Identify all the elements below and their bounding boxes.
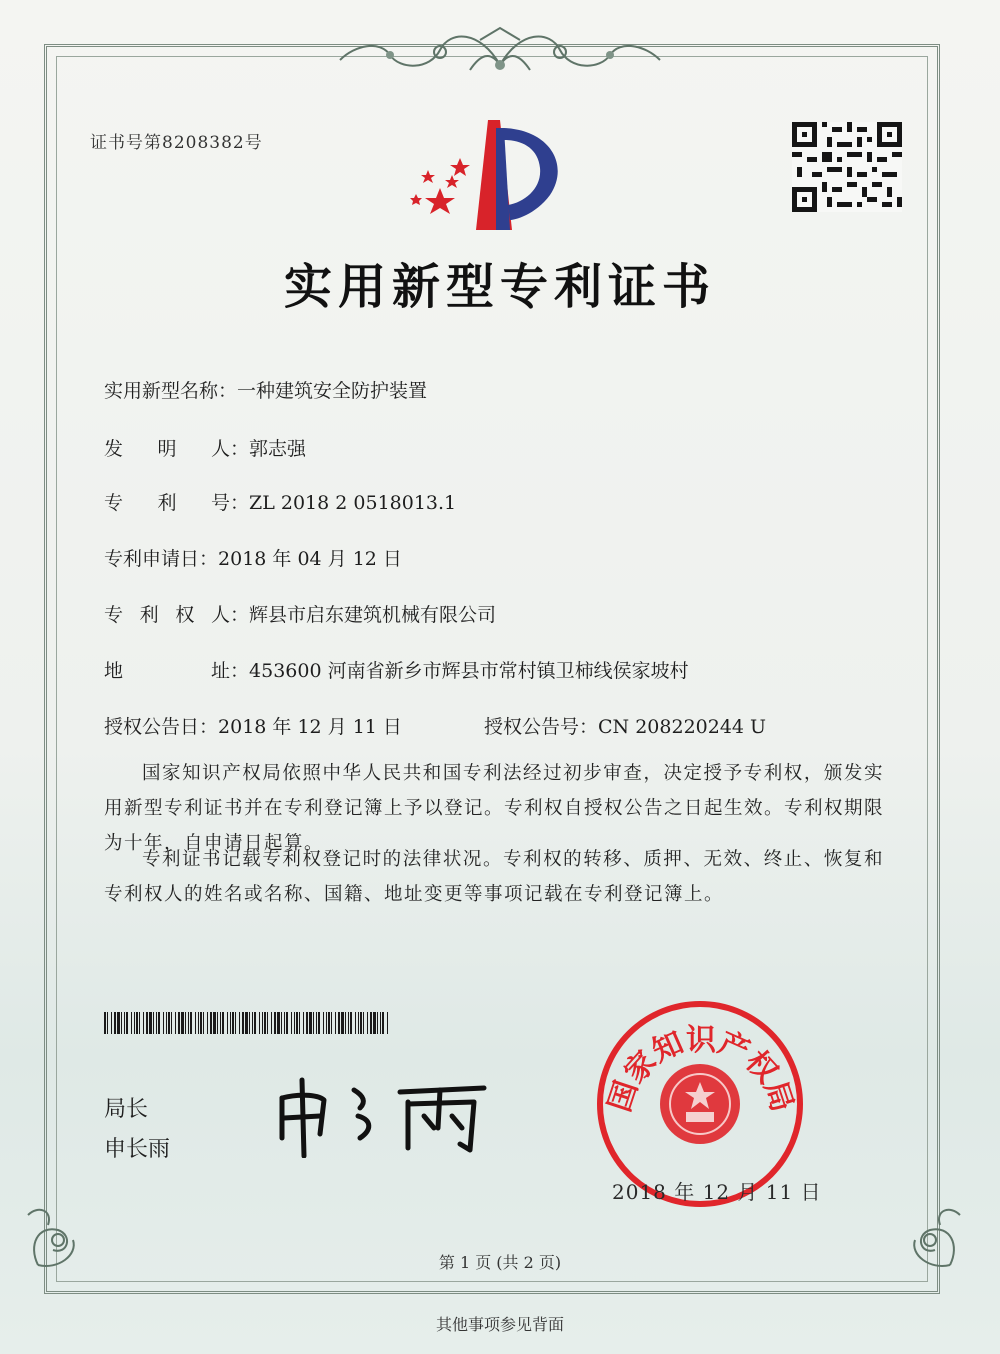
field-grant-number <box>484 712 766 739</box>
field-label: 地 址 <box>104 660 230 682</box>
top-ornament <box>330 20 670 90</box>
field-value: CN 208220244 U <box>598 716 767 738</box>
field-label: 专 利 权 人 <box>104 604 230 626</box>
body-paragraph-1: 国家知识产权局依照中华人民共和国专利法经过初步审查，决定授予专利权，颁发实用新型专利证书并在专利登记簿上予以登记。专利权自授权公告之日起生效。专利权期限为十年，自申请日起算。 <box>104 763 885 854</box>
field-grant-date <box>104 712 402 739</box>
director-name: 申长雨 <box>104 1137 171 1162</box>
field-value: 一种建筑安全防护装置 <box>237 380 428 402</box>
field-label: 授权公告号： <box>484 716 599 738</box>
cnipa-emblem-icon <box>400 110 580 240</box>
field-value: 辉县市启东建筑机械有限公司 <box>249 604 497 626</box>
field-value: ZL 2018 2 0518013.1 <box>249 492 457 514</box>
certificate-number: 证书号第8208382号 <box>90 133 263 153</box>
footer-note: 其他事项参见背面 <box>435 1315 564 1334</box>
page-number: 第 1 页 (共 2 页) <box>438 1253 562 1272</box>
field-label: 发 明 人 <box>104 438 230 460</box>
field-label: 实用新型名称： <box>104 380 238 402</box>
body-paragraph-2: 专利证书记载专利权登记时的法律状况。专利权的转移、质押、无效、终止、恢复和专利权人的姓名或名称、国籍、地址变更等事项记载在专利登记簿上。 <box>104 849 884 905</box>
field-value: 2018 年 12 月 11 日 <box>218 716 402 738</box>
field-value: 2018 年 04 月 12 日 <box>218 548 402 570</box>
field-patentee: 专 利 权 人 ：辉县市启东建筑机械有限公司 <box>104 600 496 627</box>
seal-lettering: 国家知识产权局 <box>602 1022 800 1117</box>
field-value: 453600 河南省新乡市辉县市常村镇卫柿线侯家坡村 <box>249 660 689 682</box>
field-label: 专利申请日： <box>104 548 219 570</box>
field-inventor: 发 明 人 ：郭志强 <box>104 434 306 461</box>
barcode-icon <box>104 1012 392 1034</box>
signature <box>262 1068 502 1158</box>
field-label: 专 利 号 <box>104 492 230 514</box>
certificate-title: 实用新型专利证书 <box>283 259 716 315</box>
seal-date: 2018 年 12 月 11 日 <box>612 1180 822 1204</box>
field-label: 授权公告日： <box>104 716 219 738</box>
field-address: 地 址 ：453600 河南省新乡市辉县市常村镇卫柿线侯家坡村 <box>104 656 689 683</box>
field-patent-number: 专 利 号 ：ZL 2018 2 0518013.1 <box>104 488 456 515</box>
field-application-date <box>104 544 402 571</box>
qr-code-icon <box>792 122 902 212</box>
field-value: 郭志强 <box>249 438 307 460</box>
field-utility-model-name <box>104 376 427 403</box>
director-title: 局长 <box>104 1097 149 1122</box>
